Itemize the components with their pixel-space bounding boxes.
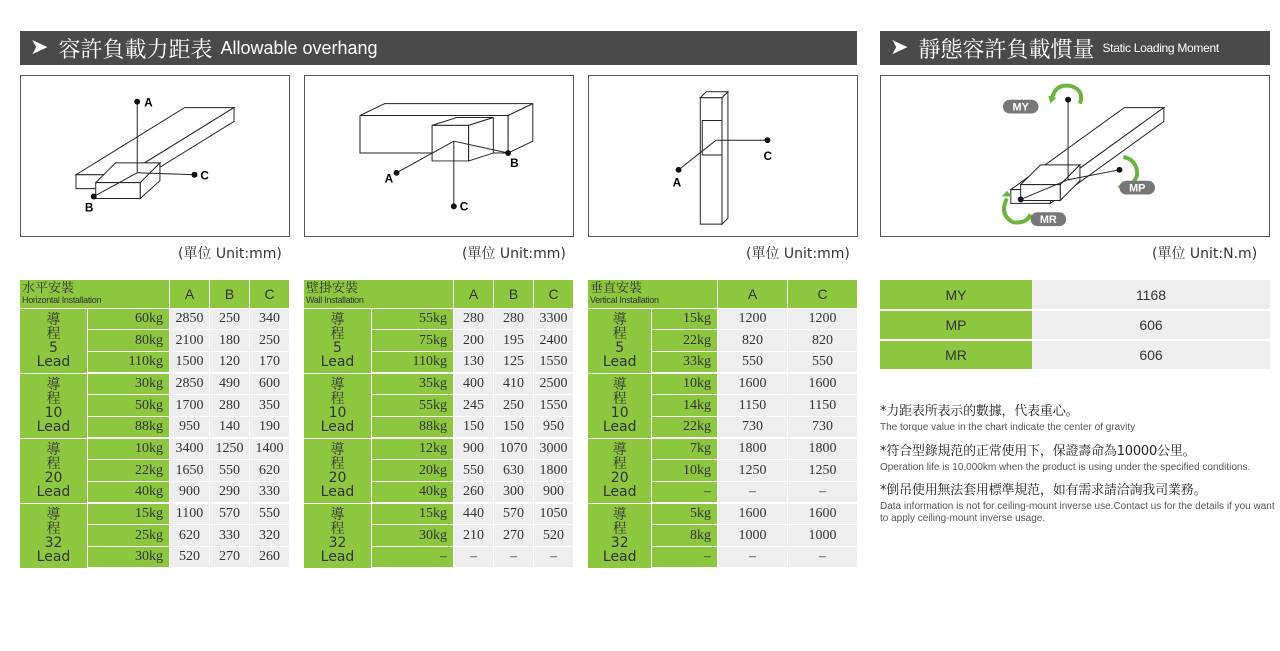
table-title-zh: 垂直安裝 (590, 281, 643, 297)
lead-char: 10 (610, 404, 629, 421)
lead-label (304, 438, 371, 503)
table-row (588, 308, 858, 330)
load-cell: 10kg (652, 460, 718, 482)
lead-en: Lead (602, 548, 637, 565)
value-cell: – (718, 547, 788, 569)
lead-char: 導 (612, 441, 627, 458)
note-zh: *力距表所表示的數據，代表重心。 (880, 404, 1079, 419)
vertical-table (588, 280, 858, 569)
value-cell: 250 (210, 308, 250, 330)
value-cell: – (494, 547, 534, 569)
moment-title-en: Static Loading Moment (1102, 41, 1219, 55)
lead-char: 程 (612, 520, 627, 537)
load-cell: 8kg (652, 525, 718, 547)
value-cell: 300 (494, 482, 534, 504)
value-cell: 245 (454, 395, 494, 417)
value-cell: 200 (454, 330, 494, 352)
value-cell: 130 (454, 351, 494, 373)
value-cell: 280 (494, 308, 534, 330)
value-cell: 550 (210, 460, 250, 482)
value-cell: 1500 (170, 351, 210, 373)
table-row (588, 438, 858, 460)
moment-key: MR (880, 340, 1032, 370)
value-cell: 150 (494, 416, 534, 438)
lead-label (20, 308, 87, 373)
table-row (304, 438, 574, 460)
table-title-en: Horizontal Installation (22, 294, 102, 305)
table-title-zh: 壁掛安裝 (306, 281, 359, 297)
value-cell: 1050 (534, 503, 574, 525)
value-cell: 2850 (170, 308, 210, 330)
overhang-header (20, 31, 857, 65)
value-cell: 1800 (788, 438, 858, 460)
table-title (588, 280, 718, 308)
lead-char: 5 (49, 339, 58, 356)
lead-label (20, 503, 87, 568)
value-cell: 150 (454, 416, 494, 438)
load-cell: 30kg (371, 525, 453, 547)
value-cell: – (788, 482, 858, 504)
value-cell: 490 (210, 373, 250, 395)
value-cell: 410 (494, 373, 534, 395)
value-cell: 270 (494, 525, 534, 547)
value-cell: 520 (534, 525, 574, 547)
unit-label-horizontal: (單位 Unit:mm) (178, 246, 282, 262)
lead-label (588, 503, 652, 568)
load-cell: 110kg (87, 351, 169, 373)
value-cell: 190 (250, 416, 290, 438)
chevron-right-icon: ➤ (30, 35, 49, 60)
load-cell: 110kg (371, 351, 453, 373)
value-cell: 270 (210, 547, 250, 569)
load-cell: – (371, 547, 453, 569)
wall-diagram (304, 75, 574, 237)
value-cell: 570 (210, 503, 250, 525)
value-cell: 140 (210, 416, 250, 438)
moment-row (880, 280, 1270, 310)
value-cell: 1700 (170, 395, 210, 417)
value-cell: 3300 (534, 308, 574, 330)
load-cell: 88kg (371, 416, 453, 438)
lead-label (304, 503, 371, 568)
load-cell: 25kg (87, 525, 169, 547)
lead-label (588, 438, 652, 503)
overhang-title: 容許負載力距表 (58, 37, 213, 63)
value-cell: 1250 (788, 460, 858, 482)
point-a-label: A (384, 171, 394, 186)
value-cell: – (718, 482, 788, 504)
lead-char: 20 (610, 469, 629, 486)
value-cell: 280 (454, 308, 494, 330)
lead-en: Lead (320, 353, 355, 370)
lead-char: 導 (330, 376, 345, 393)
load-cell: – (652, 547, 718, 569)
value-cell: 320 (250, 525, 290, 547)
value-cell: 1150 (718, 395, 788, 417)
load-cell: 30kg (87, 547, 169, 569)
lead-label (304, 308, 371, 373)
lead-en: Lead (320, 548, 355, 565)
lead-en: Lead (320, 483, 355, 500)
value-cell: 550 (718, 351, 788, 373)
load-cell: 22kg (652, 416, 718, 438)
lead-char: 導 (612, 311, 627, 328)
column-header: B (210, 280, 250, 308)
value-cell: 1000 (718, 525, 788, 547)
lead-char: 導 (612, 376, 627, 393)
load-cell: 40kg (87, 482, 169, 504)
column-header: C (250, 280, 290, 308)
lead-char: 程 (46, 390, 61, 407)
value-cell: 1200 (788, 308, 858, 330)
value-cell: 2850 (170, 373, 210, 395)
column-header: B (494, 280, 534, 308)
load-cell: 30kg (87, 373, 169, 395)
value-cell: 1100 (170, 503, 210, 525)
value-cell: 950 (170, 416, 210, 438)
moment-key: MP (880, 310, 1032, 340)
value-cell: 350 (250, 395, 290, 417)
moment-title: 靜態容許負載慣量 (918, 37, 1095, 63)
column-header: C (788, 280, 858, 308)
load-cell: 15kg (87, 503, 169, 525)
table-title (20, 280, 170, 308)
lead-char: 導 (46, 311, 61, 328)
value-cell: 2100 (170, 330, 210, 352)
mr-label: MR (1039, 214, 1057, 227)
load-cell: 50kg (87, 395, 169, 417)
lead-char: 程 (612, 455, 627, 472)
value-cell: 820 (718, 330, 788, 352)
lead-char: 32 (610, 534, 629, 551)
value-cell: 180 (210, 330, 250, 352)
value-cell: – (534, 547, 574, 569)
value-cell: 900 (534, 482, 574, 504)
note-en: Operation life is 10,000km when the product is using under the specified conditions. (880, 461, 1251, 473)
lead-char: 32 (328, 534, 347, 551)
value-cell: 1600 (788, 503, 858, 525)
load-cell: 20kg (371, 460, 453, 482)
table-title-zh: 水平安裝 (22, 281, 75, 297)
unit-label-wall: (單位 Unit:mm) (462, 246, 566, 262)
mp-label: MP (1129, 182, 1146, 195)
value-cell: 1600 (788, 373, 858, 395)
value-cell: 1800 (718, 438, 788, 460)
value-cell: 630 (494, 460, 534, 482)
lead-en: Lead (602, 353, 637, 370)
value-cell: 1150 (788, 395, 858, 417)
table-row (304, 373, 574, 395)
value-cell: 550 (454, 460, 494, 482)
lead-label (304, 373, 371, 438)
lead-label (588, 308, 652, 373)
lead-char: 導 (46, 441, 61, 458)
load-cell: 15kg (371, 503, 453, 525)
lead-char: 10 (44, 404, 63, 421)
moment-table (880, 280, 1270, 371)
lead-label (588, 373, 652, 438)
lead-char: 程 (330, 390, 345, 407)
moment-row (880, 340, 1270, 370)
value-cell: 1400 (250, 438, 290, 460)
overhang-title-en: Allowable overhang (220, 37, 378, 58)
lead-en: Lead (36, 353, 71, 370)
unit-label-moment: (單位 Unit:N.m) (1152, 246, 1258, 262)
value-cell: 520 (170, 547, 210, 569)
value-cell: 195 (494, 330, 534, 352)
note-en: The torque value in the chart indicate the center of gravity (880, 422, 1136, 433)
value-cell: 570 (494, 503, 534, 525)
column-header: A (170, 280, 210, 308)
lead-char: 5 (333, 339, 342, 356)
value-cell: 1600 (718, 373, 788, 395)
value-cell: 900 (170, 482, 210, 504)
chevron-right-icon: ➤ (890, 35, 909, 60)
load-cell: 40kg (371, 482, 453, 504)
load-cell: 60kg (87, 308, 169, 330)
note-zh: *符合型錄規范的正常使用下，保證壽命為10000公里。 (880, 443, 1196, 459)
note-en: Data information is not for ceiling-mount inverse use.Contact us for the details if you want to apply ceiling-mount inverse usage. (880, 501, 1275, 524)
value-cell: 170 (250, 351, 290, 373)
lead-en: Lead (36, 418, 71, 435)
lead-char: 32 (44, 534, 63, 551)
value-cell: 3000 (534, 438, 574, 460)
load-cell: 15kg (652, 308, 718, 330)
value-cell: 2500 (534, 373, 574, 395)
value-cell: 330 (250, 482, 290, 504)
point-a-label: A (144, 95, 153, 110)
table-row (304, 503, 574, 525)
value-cell: 950 (534, 416, 574, 438)
load-cell: 75kg (371, 330, 453, 352)
lead-char: 程 (612, 390, 627, 407)
table-row (20, 308, 290, 330)
value-cell: 1000 (788, 525, 858, 547)
load-cell: 5kg (652, 503, 718, 525)
column-header: C (534, 280, 574, 308)
value-cell: 260 (454, 482, 494, 504)
table-row (20, 503, 290, 525)
value-cell: 1070 (494, 438, 534, 460)
value-cell: 280 (210, 395, 250, 417)
table-title-en: Wall Installation (306, 294, 364, 305)
point-a-label: A (672, 175, 682, 190)
note-zh: *倒吊使用無法套用標準規范，如有需求請洽詢我司業務。 (880, 483, 1207, 498)
value-cell: 550 (788, 351, 858, 373)
value-cell: – (788, 547, 858, 569)
lead-en: Lead (602, 483, 637, 500)
point-c-label: C (763, 148, 773, 163)
moment-value: 606 (1032, 340, 1270, 370)
load-cell: 7kg (652, 438, 718, 460)
lead-label (20, 373, 87, 438)
lead-char: 程 (330, 455, 345, 472)
load-cell: 12kg (371, 438, 453, 460)
value-cell: 210 (454, 525, 494, 547)
lead-char: 20 (328, 469, 347, 486)
value-cell: 820 (788, 330, 858, 352)
load-cell: 22kg (652, 330, 718, 352)
value-cell: 1600 (718, 503, 788, 525)
value-cell: 250 (250, 330, 290, 352)
lead-label (20, 438, 87, 503)
table-title (304, 280, 454, 308)
horizontal-table (20, 280, 290, 569)
lead-char: 程 (330, 325, 345, 342)
value-cell: 440 (454, 503, 494, 525)
value-cell: 120 (210, 351, 250, 373)
value-cell: 125 (494, 351, 534, 373)
value-cell: 250 (494, 395, 534, 417)
value-cell: 340 (250, 308, 290, 330)
value-cell: 3400 (170, 438, 210, 460)
point-b-label: B (84, 200, 94, 215)
notes (880, 398, 1275, 530)
point-c-label: C (200, 168, 209, 183)
moment-value: 1168 (1032, 280, 1270, 310)
value-cell: 730 (788, 416, 858, 438)
value-cell: 730 (718, 416, 788, 438)
lead-char: 導 (330, 441, 345, 458)
unit-label-vertical: (單位 Unit:mm) (746, 246, 850, 262)
lead-char: 程 (330, 520, 345, 537)
point-c-label: C (459, 199, 469, 214)
lead-char: 程 (46, 455, 61, 472)
lead-char: 程 (612, 325, 627, 342)
load-cell: 55kg (371, 395, 453, 417)
value-cell: 400 (454, 373, 494, 395)
lead-char: 10 (328, 404, 347, 421)
table-title-en: Vertical Installation (590, 294, 659, 305)
load-cell: 88kg (87, 416, 169, 438)
wall-table (304, 280, 574, 569)
load-cell: 80kg (87, 330, 169, 352)
load-cell: – (652, 482, 718, 504)
value-cell: 260 (250, 547, 290, 569)
moment-row (880, 310, 1270, 340)
load-cell: 14kg (652, 395, 718, 417)
load-cell: 22kg (87, 460, 169, 482)
lead-en: Lead (320, 418, 355, 435)
value-cell: 290 (210, 482, 250, 504)
table-row (304, 308, 574, 330)
value-cell: 1800 (534, 460, 574, 482)
lead-char: 程 (46, 520, 61, 537)
value-cell: 2400 (534, 330, 574, 352)
load-cell: 10kg (87, 438, 169, 460)
moment-key: MY (880, 280, 1032, 310)
table-row (20, 438, 290, 460)
value-cell: 1550 (534, 395, 574, 417)
value-cell: 1200 (718, 308, 788, 330)
moment-value: 606 (1032, 310, 1270, 340)
value-cell: 1650 (170, 460, 210, 482)
lead-en: Lead (36, 548, 71, 565)
load-cell: 35kg (371, 373, 453, 395)
load-cell: 33kg (652, 351, 718, 373)
column-header: A (718, 280, 788, 308)
table-row (588, 503, 858, 525)
point-b-label: B (510, 155, 519, 170)
load-cell: 55kg (371, 308, 453, 330)
horizontal-diagram (20, 75, 290, 237)
lead-char: 導 (46, 506, 61, 523)
my-label: MY (1012, 101, 1029, 114)
lead-char: 20 (44, 469, 63, 486)
moment-diagram (880, 75, 1270, 237)
table-row (20, 373, 290, 395)
table-row (588, 373, 858, 395)
value-cell: 1550 (534, 351, 574, 373)
lead-en: Lead (602, 418, 637, 435)
load-cell: 10kg (652, 373, 718, 395)
value-cell: 900 (454, 438, 494, 460)
value-cell: 600 (250, 373, 290, 395)
value-cell: 620 (170, 525, 210, 547)
column-header: A (454, 280, 494, 308)
lead-char: 導 (330, 311, 345, 328)
value-cell: 330 (210, 525, 250, 547)
lead-char: 程 (46, 325, 61, 342)
lead-char: 導 (46, 376, 61, 393)
value-cell: – (454, 547, 494, 569)
lead-char: 導 (330, 506, 345, 523)
value-cell: 1250 (210, 438, 250, 460)
value-cell: 1250 (718, 460, 788, 482)
lead-char: 導 (612, 506, 627, 523)
lead-char: 5 (615, 339, 625, 356)
value-cell: 620 (250, 460, 290, 482)
moment-header (880, 31, 1270, 65)
lead-en: Lead (36, 483, 71, 500)
vertical-diagram (588, 75, 858, 237)
value-cell: 550 (250, 503, 290, 525)
